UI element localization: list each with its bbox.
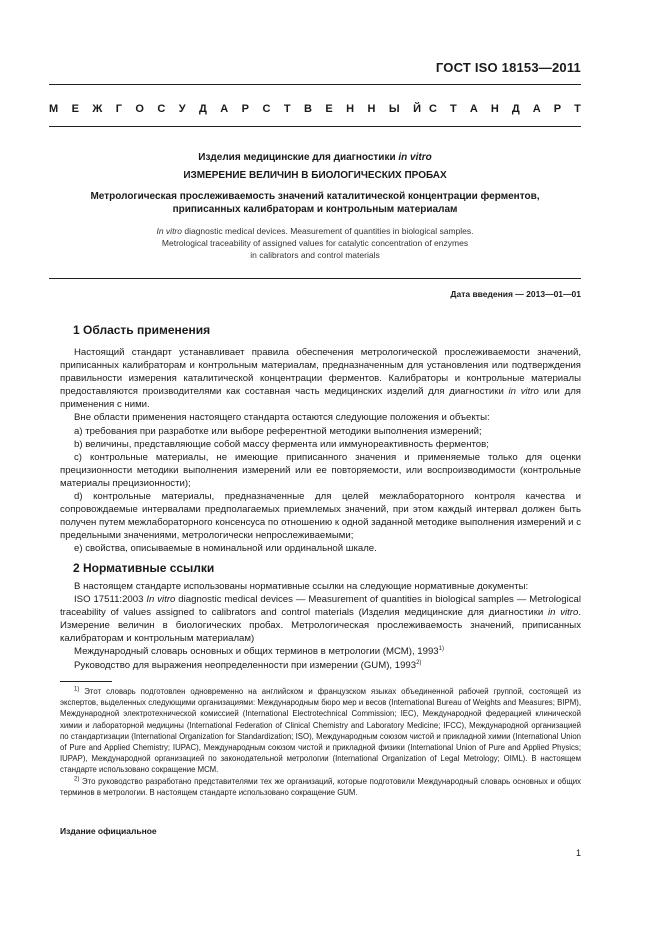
- banner-word-1-letter: У: [178, 103, 186, 115]
- date-rule: [49, 278, 581, 279]
- section-1-paragraph-2: Вне области применения настоящего стандарта остаются следующие положения и объекты:: [74, 412, 490, 424]
- ref-italic-2: in vitro: [548, 607, 579, 619]
- banner-word-1-letter: Г: [115, 103, 122, 115]
- reference-gum: [60, 659, 581, 672]
- banner-word-1-letter: Ж: [92, 103, 103, 115]
- title-line-1-text: Изделия медицинские для диагностики: [198, 152, 399, 163]
- page-number: 1: [575, 848, 581, 858]
- effective-date: Дата введения — 2013—01—01: [450, 289, 581, 299]
- banner-word-1-letter: Е: [325, 103, 333, 115]
- banner-word-2-letter: Р: [553, 103, 562, 115]
- section-1-p1-end: или для применения с ними.: [60, 386, 581, 411]
- section-2-heading: 2 Нормативные ссылки: [73, 561, 215, 575]
- banner-word-2-letter: С: [429, 103, 437, 115]
- official-edition: Издание официальное: [60, 826, 157, 836]
- banner-word-1-letter: Д: [199, 103, 207, 115]
- banner-word-1-letter: Ы: [388, 103, 400, 115]
- banner-word-1-letter: Н: [367, 103, 376, 115]
- english-title: [49, 225, 581, 261]
- banner-word-2-letter: А: [532, 103, 541, 115]
- ref-text-c: . Измерение величин в биологических пробах. Метрологическая прослеживаемость значений, приписанных калибраторам и контрольным материалам): [60, 607, 581, 645]
- list-item-c: c) контрольные материалы, не имеющие приписанного значения и применяемые только для оценки прецизионности методики выполнения измерений или ее повторяемости, или воспроизводимости (контрольные материалы прецизионности);: [60, 451, 581, 489]
- banner-word-1-letter: С: [157, 103, 166, 115]
- interstate-standard-banner: [49, 103, 581, 115]
- banner-word-1-letter: Е: [71, 103, 79, 115]
- section-2-paragraph-1: В настоящем стандарте использованы нормативные ссылки на следующие нормативные документы:: [74, 581, 529, 592]
- reference-iso-17511: [60, 593, 581, 645]
- banner-word-1-letter: С: [262, 103, 271, 115]
- list-item-b: b) величины, представляющие собой массу фермента или иммунореактивность ферментов;: [74, 438, 489, 450]
- footnote-1-text: Этот словарь подготовлен одновременно на английском и французском языках объединенной рабочей группой, состоящей из экспертов, выделенных следующими организациями: Международным бюро мер и весов (International Bureau of Weights and Measures; BIPM), Международной электротехнической комиссией (International Electrotechnical Commission; IEC), Международной федерацией клинической химии и лабораторной медицины (International Federation of Clinical Chemistry and Laboratory Medicine; IFCC), Международной организацией по стандартизации (International Organization for Standardization; ISO), Международным союзом чистой и прикладной химии (International Union of Pure and Applied Chemistry; IUPAC), Международным союзом чистой и прикладной физики (International Union of Pure and Applied Physics; IUPAP), Международной организацией по законодательной метрологии (International Organization of Legal Metrology; OIML). В настоящем стандарте использовано сокращение МСМ.: [60, 687, 581, 775]
- section-2-body: [60, 580, 581, 672]
- list-item-a: а) требования при разработке или выборе референтной методики выполнения измерений;: [74, 425, 482, 437]
- banner-word-1-letter: В: [303, 103, 312, 115]
- ref-text-a: ISO 17511:2003: [74, 594, 147, 606]
- title-line-1: [49, 152, 581, 163]
- english-title-line-3: in calibrators and control materials: [250, 250, 380, 260]
- banner-word-interstate: [49, 103, 421, 115]
- footnote-2: [60, 776, 581, 798]
- banner-word-1-letter: М: [49, 103, 59, 115]
- banner-word-1-letter: О: [135, 103, 144, 115]
- section-1-p1-italic: in vitro: [508, 386, 539, 398]
- banner-word-2-letter: Т: [574, 103, 581, 115]
- footnote-ref-1: 1): [438, 646, 444, 653]
- reference-vim: [60, 645, 581, 658]
- english-title-line-1: [49, 225, 581, 237]
- section-1-body: [60, 346, 581, 556]
- banner-word-2-letter: А: [469, 103, 478, 115]
- title-line-1-italic: in vitro: [398, 152, 432, 163]
- banner-word-2-letter: Т: [450, 103, 457, 115]
- title-line-3b: приписанных калибраторам и контрольным материалам: [172, 204, 458, 215]
- banner-word-1-letter: Р: [241, 103, 250, 115]
- ref-vim-text: Международный словарь основных и общих терминов в метрологии (МСМ), 1993: [74, 646, 439, 658]
- banner-word-1-letter: Й: [413, 103, 421, 115]
- banner-word-2-letter: Д: [511, 103, 520, 115]
- header-rule-bottom: [49, 126, 581, 127]
- section-1-p1-text: Настоящий стандарт устанавливает правила обеспечения метрологической прослеживаемости значений, приписанных калибраторам и контрольным материалам, предназначенным для установления или подтверждения правильности измерения каталитической концентрации ферментов. Калибраторы и контрольные материалы предоставляются производителями как составная часть медицинских изделий для диагностики: [60, 347, 581, 398]
- banner-word-1-letter: Н: [346, 103, 355, 115]
- banner-word-1-letter: Т: [283, 103, 291, 115]
- list-item-e: e) свойства, описываемые в номинальной или ординальной шкале.: [74, 543, 377, 555]
- banner-word-2-letter: Н: [490, 103, 499, 115]
- header-rule-top: [49, 84, 581, 85]
- footnote-2-mark: 2): [74, 776, 80, 783]
- footnote-1: [60, 686, 581, 776]
- banner-word-standard: [429, 103, 581, 115]
- english-title-line-2: Metrological traceability of assigned values for catalytic concentration of enzymes: [161, 238, 469, 248]
- english-title-line-1-text: diagnostic medical devices. Measurement of quantities in biological samples.: [182, 226, 474, 236]
- title-line-3a: Метрологическая прослеживаемость значений каталитической концентрации ферментов,: [90, 191, 540, 202]
- standard-number: ГОСТ ISO 18153—2011: [435, 60, 581, 75]
- list-item-d: d) контрольные материалы, предназначенные для целей межлабораторного контроля качества и сопровождаемые интервалами предполагаемых приемлемых значений, при этом каждый интервал должен быть получен путем межлабораторного консенсуса по отношению к одной заданной методике выполнения измерений и с предельными значениями, метрологически непрослеживаемыми;: [60, 491, 581, 542]
- footnote-ref-2: 2): [416, 659, 422, 666]
- section-1-heading: 1 Область применения: [73, 323, 211, 337]
- ref-gum-text: Руководство для выражения неопределенности при измерении (GUM), 1993: [74, 659, 417, 671]
- ref-text-b: diagnostic medical devices — Measurement of quantities in biological samples — Metrological traceability of values assigned to calibrators and control materials (Изделия медицинские для диагностики: [60, 594, 581, 619]
- section-1-paragraph-1: [60, 346, 581, 411]
- footnotes: [60, 686, 581, 798]
- title-line-3: [49, 190, 581, 216]
- footnote-rule: [60, 681, 112, 682]
- footnote-2-text: Это руководство разработано представителями тех же организаций, которые подготовили Международный словарь основных и общих терминов в метрологии. В настоящем стандарте использовано сокращение GUM.: [60, 776, 581, 797]
- ref-italic-1: In vitro: [146, 594, 176, 606]
- title-line-2: ИЗМЕРЕНИЕ ВЕЛИЧИН В БИОЛОГИЧЕСКИХ ПРОБАХ: [183, 170, 447, 181]
- banner-word-1-letter: А: [220, 103, 229, 115]
- footnote-1-mark: 1): [74, 686, 80, 693]
- english-title-italic: In vitro: [156, 226, 182, 236]
